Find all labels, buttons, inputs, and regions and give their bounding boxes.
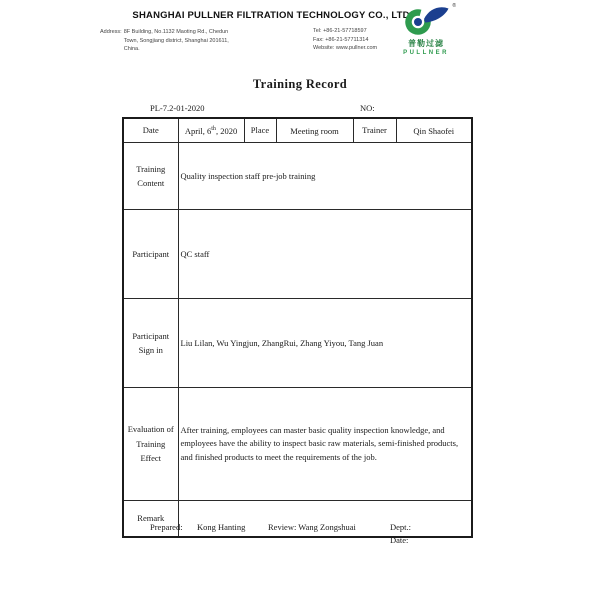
company-address (100, 28, 229, 54)
record-no-label: NO: (360, 103, 375, 113)
logo-brand-chinese: 普勒过滤 (408, 39, 444, 48)
prepared-value: Kong Hanting (197, 522, 246, 532)
row-label: Participant Sign in (123, 299, 178, 388)
address-line: China. (123, 46, 140, 53)
row-label: Remark (123, 501, 178, 538)
place-value: Meeting room (276, 118, 353, 143)
table-row-training-content (123, 143, 472, 210)
prepared-label: Prepared: (150, 522, 183, 532)
company-name: SHANGHAI PULLNER FILTRATION TECHNOLOGY CO., LTD. (132, 10, 413, 21)
trainer-label: Trainer (353, 118, 396, 143)
company-logo (398, 5, 454, 56)
row-value: Quality inspection staff pre-job training (178, 143, 472, 210)
date-signature-label: Date: (390, 535, 409, 545)
logo-brand-english: PULLNER (403, 49, 449, 56)
address-lines (124, 28, 229, 54)
logo-blue-swoosh (424, 7, 449, 22)
table-row-participant-sign-in (123, 299, 472, 388)
logo-blue-dot (414, 18, 422, 26)
table-row-header (123, 118, 472, 143)
dept-label: Dept.: (390, 522, 412, 532)
form-number: PL-7.2-01-2020 (150, 103, 205, 113)
address-line: 8F Building, No.1132 Maoting Rd., Chedun (123, 29, 229, 35)
row-value: QC staff (178, 210, 472, 299)
row-value: Liu Lilan, Wu Yingjun, ZhangRui, Zhang Yiyou, Tang Juan (178, 299, 472, 388)
date-ordinal-suffix: th (211, 125, 216, 132)
registered-mark: ® (452, 3, 456, 9)
pullner-logo-icon (400, 5, 452, 35)
trainer-value: Qin Shaofei (396, 118, 472, 143)
row-label: Training Content (123, 143, 178, 210)
address-line: Town, Songjiang district, Shanghai 201611, (123, 37, 229, 44)
review-label: Review: Wang Zongshuai (268, 522, 356, 532)
address-label: Address: (100, 29, 122, 35)
row-label: Evaluation of Training Effect (123, 388, 178, 501)
tel-line: Tel: +86-21-57718597 (313, 28, 367, 34)
fax-line: Fax: +86-21-57711314 (313, 36, 369, 43)
date-value-text: April, 6 (184, 125, 212, 136)
table-row-evaluation (123, 388, 472, 501)
table-row-participant (123, 210, 472, 299)
row-label: Participant (123, 210, 178, 299)
training-record-table (122, 117, 473, 538)
place-label: Place (244, 118, 276, 143)
date-value (178, 118, 244, 143)
website-line: Website: www.pullner.com (313, 45, 378, 52)
page-title: Training Record (252, 77, 348, 91)
date-value-text: , 2020 (215, 125, 238, 136)
company-contact (313, 27, 377, 53)
row-value: After training, employees can master basic quality inspection knowledge, and employees have the ability to inspect basic raw materials, semi-finished products, and finished products to meet the requirements of the job. (178, 388, 472, 501)
date-label: Date (123, 118, 178, 143)
